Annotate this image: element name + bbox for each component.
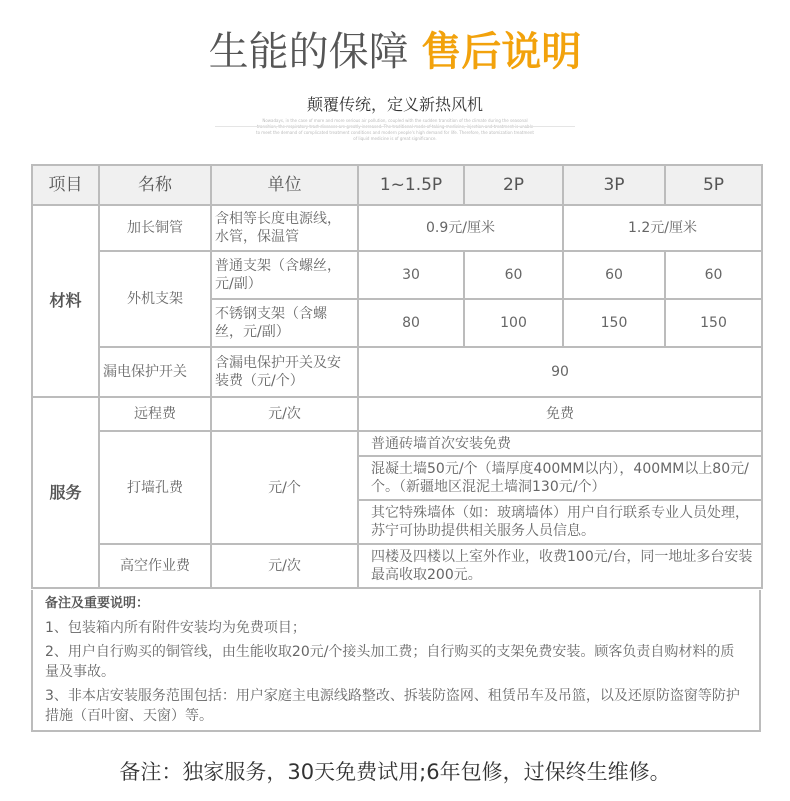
- title-accent: 售后说明: [421, 29, 582, 75]
- price-small: 0.9元/厘米: [358, 205, 563, 251]
- table-row: [32, 347, 762, 397]
- note-item: 1、包装箱内所有附件安装均为免费项目；: [45, 620, 306, 636]
- group-materials: 材料: [32, 205, 99, 397]
- price-large: 1.2元/厘米: [563, 205, 762, 251]
- item-unit: 元/次: [211, 544, 358, 588]
- table-header-row: [32, 165, 762, 205]
- item-name: 加长铜管: [99, 205, 211, 251]
- header-2p: 2P: [464, 165, 563, 205]
- group-service: 服务: [32, 397, 99, 588]
- note-item: 3、非本店安装服务范围包括：用户家庭主电源线路整改、拆装防盗网、租赁吊车及吊篮，以及还原防盗窗等防护措施（百叶窗、天窗）等。: [45, 688, 740, 724]
- item-name: 打墙孔费: [99, 431, 211, 544]
- table-row: [32, 205, 762, 251]
- item-unit: 元/个: [211, 431, 358, 544]
- fine-print: Nowadays, in the case of more and more serious air pollution, coupled with the sudden transition of the climate during the seasonal to meet the demand of complicated treatment conditions and modern people's high demand for life. Therefore, the atomization treatment of liquid medicine is of great significance.: [256, 118, 534, 141]
- price-cell: 60: [464, 251, 563, 299]
- divider: [215, 126, 575, 127]
- item-unit: 含相等长度电源线，水管，保温管: [211, 205, 358, 251]
- table-row: [32, 251, 762, 299]
- service-line: 其它特殊墙体（如：玻璃墙体）用户自行联系专业人员处理，苏宁可协助提供相关服务人员信息。: [358, 500, 762, 544]
- header-5p: 5P: [665, 165, 762, 205]
- header-item: 项目: [32, 165, 99, 205]
- title-plain: 生能的保障: [208, 29, 409, 75]
- table-row: [32, 397, 762, 431]
- subtitle: 颠覆传统，定义新热风机: [306, 95, 483, 114]
- price-cell: 30: [358, 251, 464, 299]
- table-row: [32, 544, 762, 588]
- price-cell: 免费: [358, 397, 762, 431]
- item-unit: 元/次: [211, 397, 358, 431]
- header-1-1.5p: 1~1.5P: [358, 165, 464, 205]
- price-cell: 80: [358, 299, 464, 347]
- note-item: 2、用户自行购买的铜管线，由生能收取20元/个接头加工费；自行购买的支架免费安装。顾客负责自购材料的质量及事故。: [45, 644, 735, 680]
- header-3p: 3P: [563, 165, 665, 205]
- item-unit: 不锈钢支架（含螺丝，元/副）: [211, 299, 358, 347]
- footer-note: 备注：独家服务，30天免费试用;6年包修，过保终生维修。: [119, 760, 671, 784]
- price-cell: 150: [665, 299, 762, 347]
- service-line: 混凝土墙50元/个（墙厚度400MM以内），400MM以上80元/个。（新疆地区混泥土墙洞130元/个）: [358, 456, 762, 500]
- item-name: 远程费: [99, 397, 211, 431]
- price-cell: 100: [464, 299, 563, 347]
- after-sales-table: [31, 164, 763, 589]
- price-cell: 90: [358, 347, 762, 397]
- header-name: 名称: [99, 165, 211, 205]
- price-cell: 60: [563, 251, 665, 299]
- item-name: 外机支架: [99, 251, 211, 347]
- price-cell: 60: [665, 251, 762, 299]
- item-name: 漏电保护开关: [99, 347, 211, 397]
- header-unit: 单位: [211, 165, 358, 205]
- item-unit: 普通支架（含螺丝，元/副）: [211, 251, 358, 299]
- price-cell: 150: [563, 299, 665, 347]
- notes-title: 备注及重要说明：: [45, 596, 150, 611]
- table-row: [32, 431, 762, 456]
- service-line: 普通砖墙首次安装免费: [358, 431, 762, 456]
- item-name: 高空作业费: [99, 544, 211, 588]
- item-unit: 含漏电保护开关及安装费（元/个）: [211, 347, 358, 397]
- notes-box: [31, 590, 761, 732]
- page-title: [0, 24, 790, 80]
- service-line: 四楼及四楼以上室外作业，收费100元/台，同一地址多台安装最高收取200元。: [358, 544, 762, 588]
